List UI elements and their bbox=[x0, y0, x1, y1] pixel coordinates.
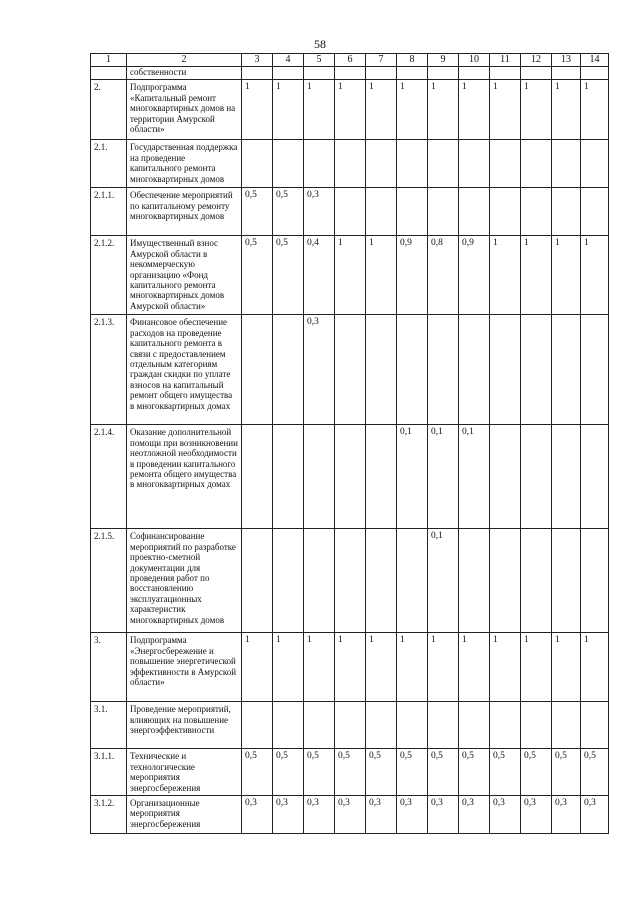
value-cell bbox=[581, 315, 609, 425]
value-cell: 0,5 bbox=[304, 749, 335, 796]
row-number: 3.1. bbox=[91, 702, 127, 749]
value-cell bbox=[242, 140, 273, 188]
value-cell: 1 bbox=[581, 80, 609, 140]
value-cell: 1 bbox=[459, 633, 490, 702]
value-cell: 0,3 bbox=[428, 796, 459, 834]
value-cell bbox=[335, 425, 366, 529]
value-cell: 1 bbox=[366, 80, 397, 140]
value-cell bbox=[428, 315, 459, 425]
row-description: Оказание дополнительной помощи при возникновении неотложной необходимости в проведении капитального ремонта общего имущества в многоквартирных домах bbox=[127, 425, 242, 529]
table-row bbox=[91, 796, 609, 834]
header-cell: 3 bbox=[242, 54, 273, 67]
value-cell: 1 bbox=[490, 633, 521, 702]
header-cell: 5 bbox=[304, 54, 335, 67]
header-cell: 8 bbox=[397, 54, 428, 67]
value-cell bbox=[273, 702, 304, 749]
row-description: Подпрограмма «Энергосбережение и повышение энергетической эффективности в Амурской области» bbox=[127, 633, 242, 702]
value-cell bbox=[428, 140, 459, 188]
value-cell bbox=[242, 315, 273, 425]
value-cell bbox=[397, 188, 428, 236]
row-number bbox=[91, 67, 127, 80]
header-cell: 6 bbox=[335, 54, 366, 67]
row-number: 2.1.5. bbox=[91, 529, 127, 633]
value-cell bbox=[304, 702, 335, 749]
value-cell: 1 bbox=[459, 80, 490, 140]
value-cell bbox=[552, 140, 581, 188]
value-cell: 0,3 bbox=[304, 796, 335, 834]
header-row bbox=[91, 54, 609, 67]
table-row bbox=[91, 425, 609, 529]
value-cell: 0,3 bbox=[397, 796, 428, 834]
row-description: Подпрограмма «Капитальный ремонт многоквартирных домов на территории Амурской области» bbox=[127, 80, 242, 140]
value-cell bbox=[273, 529, 304, 633]
value-cell: 1 bbox=[335, 633, 366, 702]
indicator-table bbox=[90, 53, 609, 834]
value-cell: 1 bbox=[521, 633, 552, 702]
header-cell: 13 bbox=[552, 54, 581, 67]
table-row bbox=[91, 702, 609, 749]
header-cell: 11 bbox=[490, 54, 521, 67]
value-cell bbox=[521, 315, 552, 425]
value-cell bbox=[242, 702, 273, 749]
value-cell bbox=[428, 67, 459, 80]
value-cell: 1 bbox=[428, 80, 459, 140]
value-cell: 1 bbox=[552, 633, 581, 702]
value-cell bbox=[521, 702, 552, 749]
value-cell: 0,9 bbox=[397, 236, 428, 315]
value-cell: 0,5 bbox=[273, 236, 304, 315]
value-cell bbox=[581, 425, 609, 529]
value-cell bbox=[552, 702, 581, 749]
value-cell: 0,5 bbox=[273, 188, 304, 236]
value-cell: 1 bbox=[242, 80, 273, 140]
row-number: 2.1.4. bbox=[91, 425, 127, 529]
value-cell bbox=[581, 140, 609, 188]
value-cell: 0,3 bbox=[521, 796, 552, 834]
value-cell: 0,5 bbox=[366, 749, 397, 796]
value-cell: 0,1 bbox=[459, 425, 490, 529]
value-cell bbox=[304, 529, 335, 633]
header-cell: 9 bbox=[428, 54, 459, 67]
table-row bbox=[91, 633, 609, 702]
table-row bbox=[91, 80, 609, 140]
value-cell bbox=[490, 702, 521, 749]
value-cell: 1 bbox=[581, 633, 609, 702]
row-number: 2. bbox=[91, 80, 127, 140]
value-cell: 1 bbox=[242, 633, 273, 702]
value-cell: 1 bbox=[428, 633, 459, 702]
value-cell: 0,5 bbox=[242, 236, 273, 315]
value-cell: 0,1 bbox=[397, 425, 428, 529]
row-number: 2.1. bbox=[91, 140, 127, 188]
header-cell: 12 bbox=[521, 54, 552, 67]
value-cell bbox=[397, 67, 428, 80]
value-cell bbox=[521, 188, 552, 236]
value-cell bbox=[459, 140, 490, 188]
value-cell bbox=[335, 67, 366, 80]
value-cell: 1 bbox=[397, 633, 428, 702]
value-cell bbox=[581, 188, 609, 236]
value-cell: 0,5 bbox=[242, 188, 273, 236]
value-cell: 1 bbox=[273, 80, 304, 140]
header-cell: 7 bbox=[366, 54, 397, 67]
value-cell: 0,1 bbox=[428, 425, 459, 529]
value-cell: 0,5 bbox=[552, 749, 581, 796]
value-cell: 0,3 bbox=[335, 796, 366, 834]
value-cell bbox=[242, 529, 273, 633]
value-cell: 0,5 bbox=[490, 749, 521, 796]
value-cell bbox=[304, 140, 335, 188]
value-cell bbox=[366, 529, 397, 633]
value-cell bbox=[366, 315, 397, 425]
value-cell: 1 bbox=[490, 236, 521, 315]
header-cell: 1 bbox=[91, 54, 127, 67]
value-cell bbox=[490, 425, 521, 529]
value-cell bbox=[397, 702, 428, 749]
value-cell bbox=[581, 702, 609, 749]
row-description: Технические и технологические мероприятия энергосбережения bbox=[127, 749, 242, 796]
value-cell: 1 bbox=[335, 80, 366, 140]
value-cell: 0,3 bbox=[304, 315, 335, 425]
value-cell bbox=[397, 315, 428, 425]
header-cell: 4 bbox=[273, 54, 304, 67]
row-description: Софинансирование мероприятий по разработке проектно-сметной документации для проведения работ по восстановлению эксплуатационных характеристик многоквартирных домов bbox=[127, 529, 242, 633]
value-cell bbox=[335, 529, 366, 633]
value-cell bbox=[335, 702, 366, 749]
value-cell bbox=[459, 67, 490, 80]
row-description: Проведение мероприятий, влияющих на повышение энергоэффективности bbox=[127, 702, 242, 749]
row-description: Имущественный взнос Амурской области в некоммерческую организацию «Фонд капитального ремонта многоквартирных домов Амурской области» bbox=[127, 236, 242, 315]
value-cell: 0,3 bbox=[304, 188, 335, 236]
row-description: Финансовое обеспечение расходов на проведение капитального ремонта в связи с предоставлением отдельным категориям граждан скидки по уплате взносов на капитальный ремонт общего имущества в многоквартирных домах bbox=[127, 315, 242, 425]
value-cell bbox=[521, 425, 552, 529]
value-cell: 1 bbox=[521, 80, 552, 140]
value-cell: 1 bbox=[304, 80, 335, 140]
value-cell bbox=[552, 67, 581, 80]
row-description: Государственная поддержка на проведение капитального ремонта многоквартирных домов bbox=[127, 140, 242, 188]
value-cell bbox=[490, 315, 521, 425]
table-row bbox=[91, 236, 609, 315]
value-cell bbox=[459, 188, 490, 236]
row-number: 3.1.2. bbox=[91, 796, 127, 834]
value-cell: 0,5 bbox=[242, 749, 273, 796]
value-cell: 0,3 bbox=[366, 796, 397, 834]
value-cell bbox=[428, 702, 459, 749]
value-cell: 0,4 bbox=[304, 236, 335, 315]
value-cell: 1 bbox=[490, 80, 521, 140]
value-cell: 0,5 bbox=[397, 749, 428, 796]
row-description: Обеспечение мероприятий по капитальному ремонту многоквартирных домов bbox=[127, 188, 242, 236]
value-cell: 0,9 bbox=[459, 236, 490, 315]
value-cell bbox=[552, 529, 581, 633]
value-cell: 1 bbox=[273, 633, 304, 702]
value-cell bbox=[397, 529, 428, 633]
value-cell: 0,8 bbox=[428, 236, 459, 315]
value-cell bbox=[459, 702, 490, 749]
value-cell: 0,3 bbox=[490, 796, 521, 834]
row-number: 2.1.2. bbox=[91, 236, 127, 315]
value-cell: 0,3 bbox=[581, 796, 609, 834]
value-cell: 0,5 bbox=[581, 749, 609, 796]
value-cell: 0,5 bbox=[335, 749, 366, 796]
value-cell bbox=[335, 188, 366, 236]
value-cell: 1 bbox=[552, 236, 581, 315]
value-cell bbox=[552, 425, 581, 529]
table-row bbox=[91, 188, 609, 236]
value-cell bbox=[273, 425, 304, 529]
header-cell: 10 bbox=[459, 54, 490, 67]
value-cell: 1 bbox=[335, 236, 366, 315]
value-cell bbox=[490, 188, 521, 236]
value-cell bbox=[521, 140, 552, 188]
value-cell bbox=[428, 188, 459, 236]
value-cell bbox=[335, 140, 366, 188]
value-cell bbox=[366, 67, 397, 80]
value-cell bbox=[366, 702, 397, 749]
value-cell: 1 bbox=[397, 80, 428, 140]
row-number: 2.1.1. bbox=[91, 188, 127, 236]
value-cell bbox=[521, 529, 552, 633]
table-row bbox=[91, 140, 609, 188]
header-cell: 2 bbox=[127, 54, 242, 67]
value-cell: 0,3 bbox=[552, 796, 581, 834]
value-cell bbox=[366, 425, 397, 529]
value-cell bbox=[459, 529, 490, 633]
value-cell: 0,5 bbox=[428, 749, 459, 796]
row-number: 3. bbox=[91, 633, 127, 702]
value-cell bbox=[490, 67, 521, 80]
value-cell: 0,5 bbox=[273, 749, 304, 796]
value-cell bbox=[366, 188, 397, 236]
value-cell bbox=[273, 67, 304, 80]
row-description: Организационные мероприятия энергосбережения bbox=[127, 796, 242, 834]
row-description: собственности bbox=[127, 67, 242, 80]
value-cell: 1 bbox=[581, 236, 609, 315]
page-number: 58 bbox=[314, 37, 326, 51]
value-cell bbox=[273, 315, 304, 425]
value-cell bbox=[552, 188, 581, 236]
value-cell bbox=[242, 425, 273, 529]
value-cell bbox=[397, 140, 428, 188]
value-cell bbox=[242, 67, 273, 80]
value-cell bbox=[304, 425, 335, 529]
value-cell: 1 bbox=[366, 633, 397, 702]
table-row bbox=[91, 749, 609, 796]
row-number: 2.1.3. bbox=[91, 315, 127, 425]
value-cell: 1 bbox=[521, 236, 552, 315]
value-cell bbox=[335, 315, 366, 425]
value-cell bbox=[273, 140, 304, 188]
value-cell: 0,5 bbox=[521, 749, 552, 796]
value-cell: 0,5 bbox=[459, 749, 490, 796]
value-cell: 1 bbox=[552, 80, 581, 140]
value-cell: 0,3 bbox=[242, 796, 273, 834]
table-row bbox=[91, 315, 609, 425]
value-cell bbox=[581, 529, 609, 633]
value-cell bbox=[304, 67, 335, 80]
value-cell bbox=[581, 67, 609, 80]
value-cell bbox=[552, 315, 581, 425]
row-number: 3.1.1. bbox=[91, 749, 127, 796]
value-cell bbox=[490, 140, 521, 188]
value-cell bbox=[490, 529, 521, 633]
value-cell: 0,3 bbox=[273, 796, 304, 834]
value-cell: 0,1 bbox=[428, 529, 459, 633]
header-cell: 14 bbox=[581, 54, 609, 67]
value-cell: 1 bbox=[366, 236, 397, 315]
table-row bbox=[91, 529, 609, 633]
table-row bbox=[91, 67, 609, 80]
value-cell: 1 bbox=[304, 633, 335, 702]
value-cell bbox=[366, 140, 397, 188]
value-cell bbox=[521, 67, 552, 80]
value-cell bbox=[459, 315, 490, 425]
value-cell: 0,3 bbox=[459, 796, 490, 834]
